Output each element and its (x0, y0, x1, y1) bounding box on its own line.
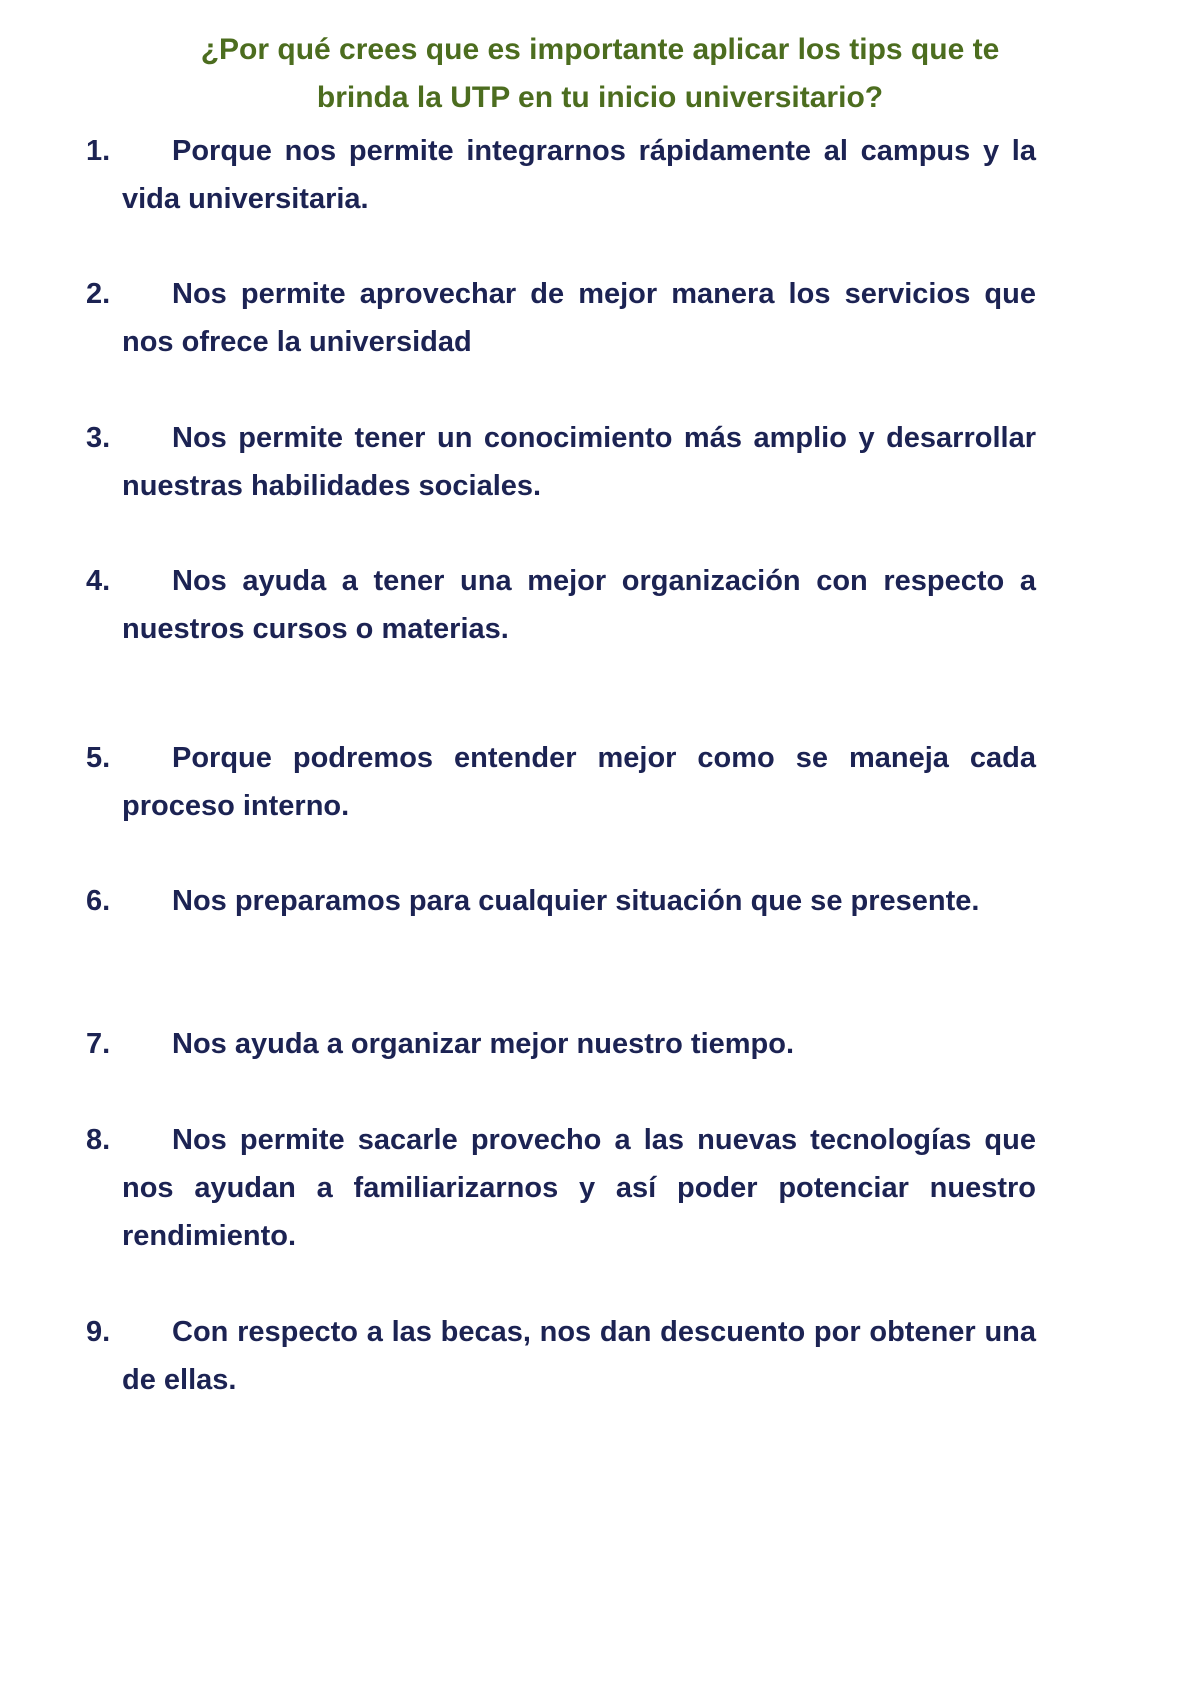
list-item-3 (86, 414, 1036, 510)
list-item-number: 4. (86, 565, 111, 597)
list-item-7 (86, 1020, 1036, 1068)
document-title (160, 26, 1040, 122)
list-item-text: Con respecto a las becas, nos dan descuento por obtener una de ellas. (122, 1316, 1036, 1396)
list-item-text: Nos permite tener un conocimiento más amplio y desarrollar nuestras habilidades sociales. (122, 422, 1036, 502)
title-line-2: brinda la UTP en tu inicio universitario? (316, 81, 884, 114)
list-item-text: Porque podremos entender mejor como se maneja cada proceso interno. (122, 742, 1036, 822)
list-item-number: 7. (86, 1028, 111, 1060)
list-item-number: 8. (86, 1124, 111, 1156)
list-item-text: Nos ayuda a tener una mejor organización con respecto a nuestros cursos o materias. (122, 565, 1036, 645)
title-line-1: ¿Por qué crees que es importante aplicar los tips que te (200, 33, 1000, 66)
list-item-number: 1. (86, 135, 111, 167)
list-item-5 (86, 734, 1036, 830)
list-item-text: Porque nos permite integrarnos rápidamente al campus y la vida universitaria. (122, 135, 1036, 215)
list-item-number: 6. (86, 885, 111, 917)
list-item-6 (86, 877, 1036, 925)
list-item-text: Nos permite aprovechar de mejor manera los servicios que nos ofrece la universidad (122, 278, 1036, 358)
list-item-2 (86, 270, 1036, 366)
list-item-number: 9. (86, 1316, 111, 1348)
list-item-number: 5. (86, 742, 111, 774)
list-item-text: Nos preparamos para cualquier situación que se presente. (172, 885, 980, 917)
list-item-number: 2. (86, 278, 111, 310)
list-item-4 (86, 557, 1036, 653)
list-item-number: 3. (86, 422, 111, 454)
list-item-text: Nos permite sacarle provecho a las nuevas tecnologías que nos ayudan a familiarizarnos y así poder potenciar nuestro rendimiento. (122, 1124, 1036, 1252)
list-item-text: Nos ayuda a organizar mejor nuestro tiempo. (172, 1028, 795, 1060)
list-item-9 (86, 1308, 1036, 1404)
list-item-8 (86, 1116, 1036, 1260)
list-item-1 (86, 127, 1036, 223)
